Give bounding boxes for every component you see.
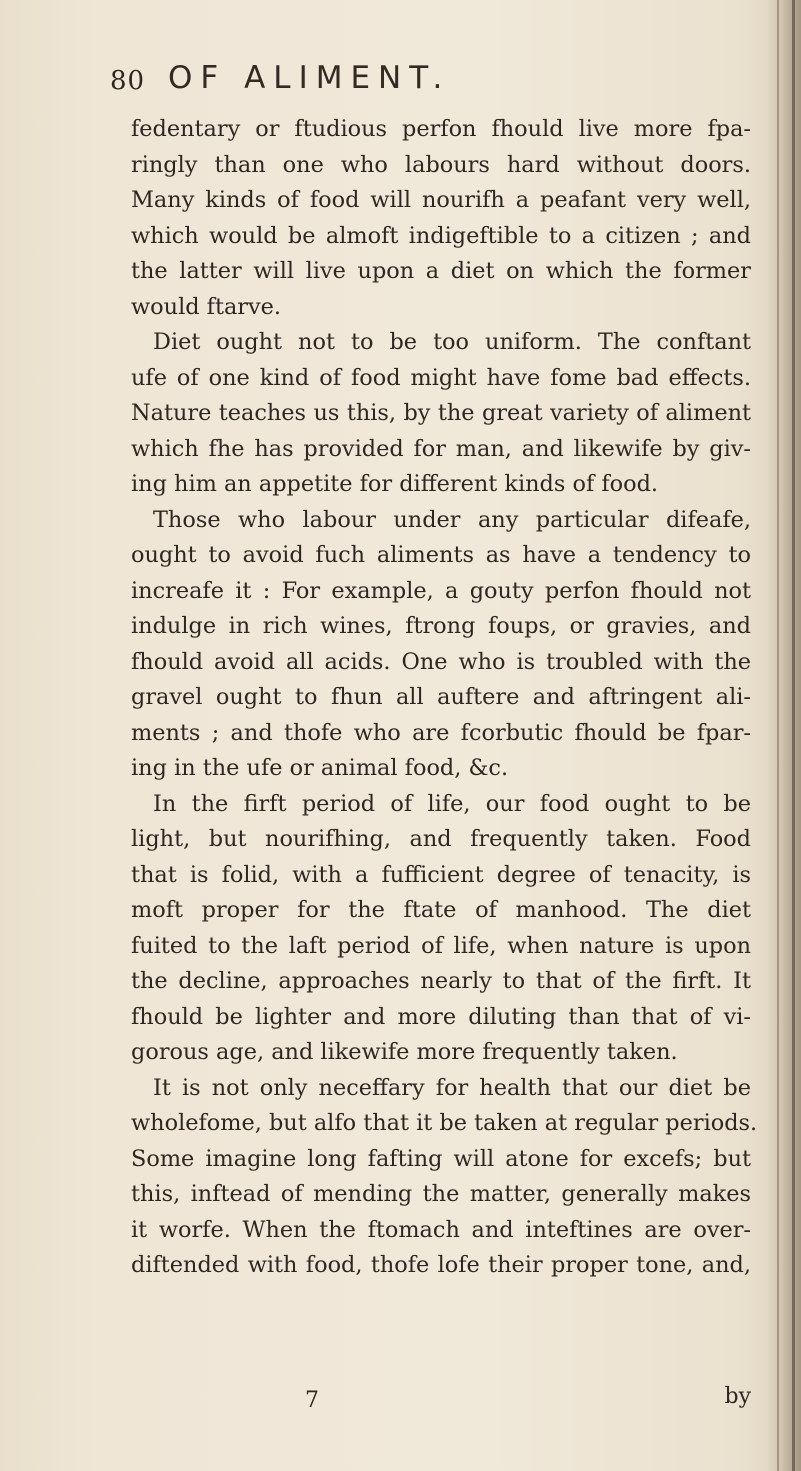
text-line: ing him an appetite for different kinds of food. <box>131 471 659 497</box>
text-line: diftended with food, thofe lofe their proper tone, and, <box>131 1252 751 1278</box>
text-line: Nature teaches us this, by the great variety of aliment <box>131 400 751 426</box>
text-line: Many kinds of food will nourifh a peafant very well, <box>131 187 751 213</box>
text-line: ringly than one who labours hard without doors. <box>131 151 751 178</box>
text-line: fuited to the laft period of life, when nature is upon <box>131 932 751 959</box>
text-line: Some imagine long fafting will atone for excefs; but <box>131 1145 751 1172</box>
running-title: OF ALIMENT. <box>168 60 451 96</box>
paragraph-start-line: In the firft period of life, our food ought to be <box>153 790 751 817</box>
text-line: gorous age, and likewife more frequently taken. <box>131 1039 678 1065</box>
text-line: it worfe. When the ftomach and inteftines are over- <box>131 1216 751 1243</box>
text-line: would ftarve. <box>131 293 282 320</box>
text-line: fedentary or ftudious perfon fhould live more fpa- <box>131 116 751 142</box>
page-header <box>110 60 750 106</box>
text-line: fhould avoid all acids. One who is troubled with the <box>131 648 751 675</box>
text-line: indulge in rich wines, ftrong foups, or gravies, and <box>131 613 751 639</box>
text-line: increafe it : For example, a gouty perfon fhould not <box>131 577 751 604</box>
paragraph-start-line: Those who labour under any particular difeafe, <box>153 506 751 533</box>
page-footer <box>131 1384 751 1422</box>
binding-edge <box>792 0 795 1471</box>
text-line: moft proper for the ftate of manhood. The diet <box>131 897 751 923</box>
text-line: gravel ought to fhun all auftere and aftringent ali- <box>131 684 751 710</box>
text-line: ments ; and thofe who are fcorbutic fhould be fpar- <box>131 719 751 746</box>
text-line: ufe of one kind of food might have fome bad effects. <box>131 364 751 391</box>
page-edge-line <box>777 0 779 1471</box>
page-edge-shadow <box>767 0 801 1471</box>
paragraph-start-line: Diet ought not to be too uniform. The conftant <box>153 329 751 355</box>
signature-mark: 7 <box>305 1388 319 1413</box>
text-line: the decline, approaches nearly to that of the firft. It <box>131 968 751 994</box>
paragraph-start-line: It is not only neceffary for health that our diet be <box>153 1074 751 1101</box>
text-line: ing in the ufe or animal food, &c. <box>131 755 509 781</box>
catchword: by <box>724 1384 751 1409</box>
text-line: ought to avoid fuch aliments as have a tendency to <box>131 542 751 568</box>
text-line: this, inftead of mending the matter, generally makes <box>131 1181 751 1207</box>
text-line: fhould be lighter and more diluting than that of vi- <box>131 1003 751 1030</box>
text-line: which fhe has provided for man, and likewife by giv- <box>131 435 751 462</box>
text-line: that is folid, with a fufficient degree of tenacity, is <box>131 861 751 888</box>
text-line: which would be almoft indigeftible to a citizen ; and <box>131 222 751 249</box>
text-line: the latter will live upon a diet on which the former <box>131 258 751 284</box>
text-line: light, but nourifhing, and frequently taken. Food <box>131 826 751 852</box>
text-line: wholefome, but alfo that it be taken at regular periods. <box>131 1110 758 1136</box>
body-text <box>131 112 758 1284</box>
page-number: 80 <box>110 66 146 96</box>
